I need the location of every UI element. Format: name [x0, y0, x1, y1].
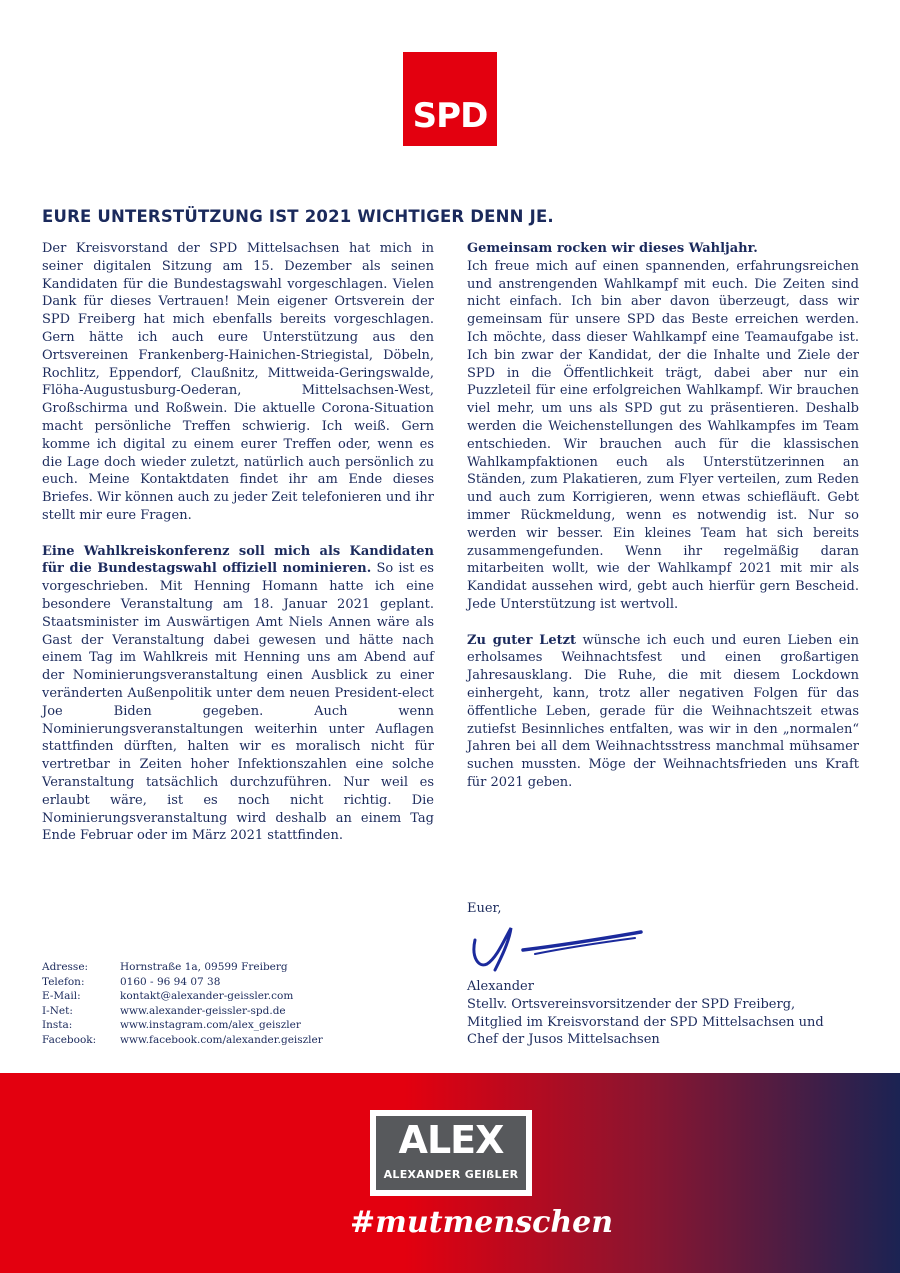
intro-paragraph: Der Kreisvorstand der SPD Mittelsachsen hat mich in seiner digitalen Sitzung am 15. Dezember als seinen Kandidaten für die Bundestagswahl vorgeschlagen. Vielen Dank für dieses Vertrauen! Mein eigener Ortsverein der SPD Freiberg hat mich ebenfalls bereits vorgeschlagen. Gern hätte ich auch eure Unterstützung aus den Ortsvereinen Frankenberg-Hainichen-Striegistal, Döbeln, Rochlitz, Eppendorf, Claußnitz, Mittweida-Geringswalde, Flöha-Augustusburg-Oederan, Mittelsachsen-West, Großschirma und Roßwein. Die aktuelle Corona-Situation macht persönliche Treffen schwierig. Ich weiß. Gern komme ich digital zu einem eurer Treffen oder, wenn es die Lage doch wieder zuletzt, natürlich auch persönlich zu euch. Meine Kontaktdaten findet ihr am Ende dieses Briefes. Wir können auch zu jeder Zeit telefonieren und ihr stellt mir eure Fragen. [42, 241, 434, 523]
contact-row [42, 1018, 323, 1033]
left-column [42, 240, 434, 845]
spd-logo [403, 52, 497, 146]
campaign-paragraph [467, 240, 859, 614]
alex-logo-word: ALEX [398, 1118, 504, 1162]
conference-lead: Eine Wahlkreiskonferenz soll mich als Kandidaten für die Bundestagswahl offiziell nominieren. [42, 543, 434, 577]
contact-row [42, 975, 323, 990]
closing-lead: Zu guter Letzt [467, 632, 577, 648]
conference-paragraph [42, 543, 434, 846]
alex-logo-name: ALEXANDER GEIßLER [383, 1168, 519, 1181]
contact-row [42, 960, 323, 975]
signer-block [467, 978, 867, 1049]
signer-role-1: Stellv. Ortsvereinsvorsitzender der SPD Freiberg, [467, 996, 796, 1012]
contact-label: I-Net: [42, 1004, 73, 1017]
contact-row [42, 1004, 323, 1019]
signature [465, 918, 645, 978]
contact-label: Adresse: [42, 961, 89, 973]
contact-label: Facebook: [42, 1033, 97, 1046]
contact-value: kontakt@alexander-geissler.com [120, 990, 294, 1002]
contact-value: www.instagram.com/alex_geiszler [120, 1019, 301, 1031]
headline: EURE UNTERSTÜTZUNG IST 2021 WICHTIGER DENN JE. [42, 207, 554, 226]
right-column [467, 240, 859, 792]
signer-name: Alexander [467, 979, 534, 994]
contact-value: www.alexander-geissler-spd.de [120, 1004, 286, 1017]
contact-row [42, 1033, 323, 1048]
closing-text: wünsche ich euch und euren Lieben ein erholsames Weihnachtsfest und einen großartigen Jahresausklang. Die Ruhe, die mit diesem Lockdown einhergeht, kann, trotz aller negativen Folgen für das öffentliche Leben, gerade für die Weihnachtszeit etwas zutiefst Besinnliches entfalten, was wir in den „normalen“ Jahren bei all dem Weihnachtsstress manchmal mühsamer suchen mussten. Möge der Weihnachtsfrieden uns Kraft für 2021 geben. [467, 632, 859, 790]
contact-label: Telefon: [42, 975, 85, 988]
closing-paragraph [467, 632, 859, 792]
contact-value: 0160 - 96 94 07 38 [120, 975, 221, 988]
closing-greeting: Euer, [467, 901, 502, 916]
alex-logo-panel [376, 1116, 526, 1190]
contact-value: Hornstraße 1a, 09599 Freiberg [120, 961, 288, 973]
campaign-text: Ich freue mich auf einen spannenden, erfahrungsreichen und anstrengenden Wahlkampf mit euch. Die Zeiten sind nicht einfach. Ich bin aber davon überzeugt, dass wir gemeinsam für unsere SPD das Beste erreichen werden. Ich möchte, dass dieser Wahlkampf eine Teamaufgabe ist. Ich bin zwar der Kandidat, der die Inhalte und Ziele der SPD in die Öffentlichkeit trägt, dabei aber nur ein Puzzleteil für eine erfolgreichen Wahlkampf. Wir brauchen viel mehr, um uns als SPD gut zu präsentieren. Deshalb werden die Weichenstellungen des Wahlkampfes im Team entschieden. Wir brauchen auch für die klassischen Wahlkampfaktionen euch als Unterstützerinnen an Ständen, zum Plakatieren, zum Flyer verteilen, zum Reden und auch zum Korrigieren, wenn etwas schiefläuft. Gebt immer Rückmeldung, wenn es notwendig ist. Nur so werden wir besser. Ein kleines Team hat sich bereits zusammengefunden. Wenn ihr regelmäßig daran mitarbeiten wollt, wie der Wahlkampf 2021 mit mir als Kandidat aussehen wird, gebt auch hierfür gern Bescheid. Jede Unterstützung ist wertvoll. [467, 258, 859, 612]
campaign-lead: Gemeinsam rocken wir dieses Wahljahr. [467, 241, 758, 256]
alex-logo [370, 1110, 532, 1196]
hashtag-slogan: #mutmenschen [350, 1205, 614, 1240]
signer-role-3: Chef der Jusos Mittelsachsen [467, 1032, 660, 1048]
contact-label: E-Mail: [42, 990, 81, 1002]
contact-block [42, 960, 323, 1047]
contact-label: Insta: [42, 1019, 73, 1031]
spd-logo-text: SPD [412, 96, 488, 136]
contact-row [42, 989, 323, 1004]
contact-value: www.facebook.com/alexander.geiszler [120, 1033, 323, 1046]
signer-role-2: Mitglied im Kreisvorstand der SPD Mittelsachsen und [467, 1014, 824, 1030]
conference-text: So ist es vorgeschrieben. Mit Henning Homann hatte ich eine besondere Veranstaltung am 18. Januar 2021 geplant. Staatsminister im Auswärtigen Amt Niels Annen wäre als Gast der Veranstaltung dabei gewesen und hätte nach einem Tag im Wahlkreis mit Henning uns am Abend auf der Nominierungsveranstaltung einen Ausblick zu einer veränderten Außenpolitik unter dem neuen President-elect Joe Biden gegeben. Auch wenn Nominierungsveranstaltungen weiterhin unter Auflagen stattfinden dürften, halten wir es moralisch nicht für vertretbar in Zeiten hoher Infektionszahlen eine solche Veranstaltung tatsächlich durchzuführen. Nur weil es erlaubt wäre, ist es noch nicht richtig. Die Nominierungsveranstaltung wird deshalb an einem Tag Ende Februar oder im März 2021 stattfinden. [42, 561, 434, 844]
